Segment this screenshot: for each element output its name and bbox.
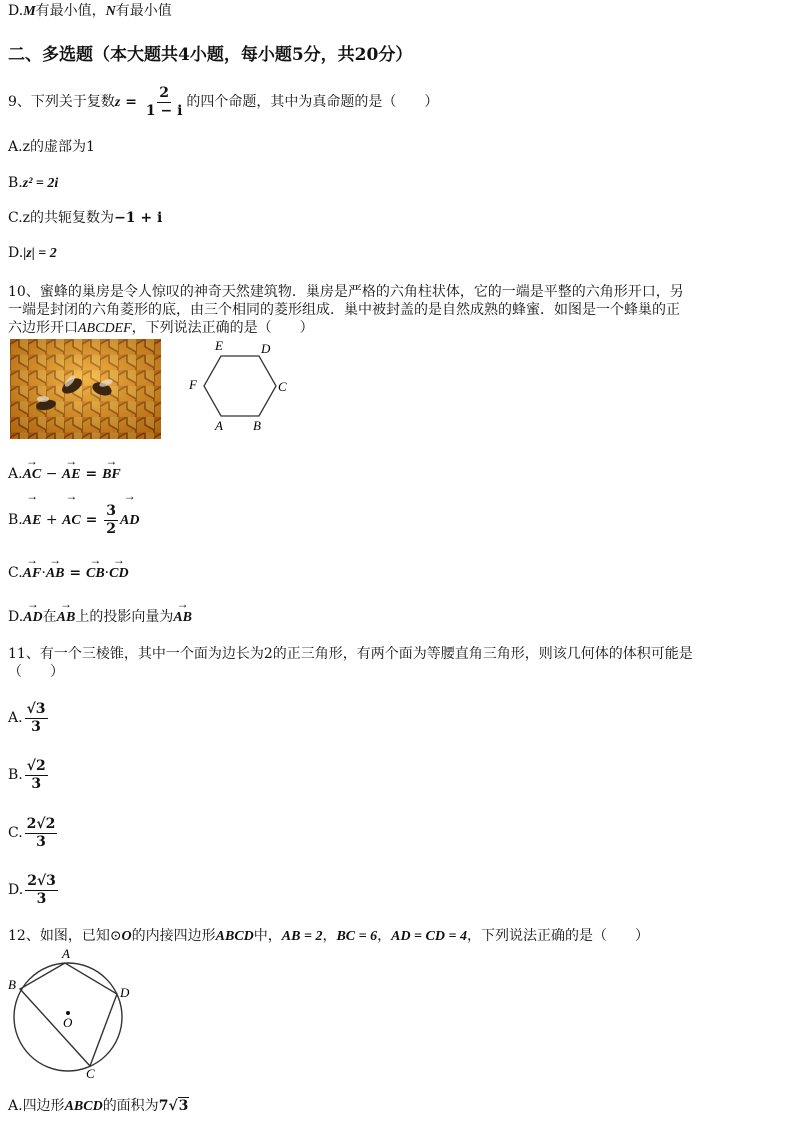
q11-stem-line1: 11、有一个三棱锥，其中一个面为边长为2的正三角形，有两个面为等腰直角三角形，则该几何体的体积可能是 <box>8 646 693 662</box>
q10-text: 六边形开口 <box>8 320 78 336</box>
honeycomb-bee-photo <box>10 339 161 439</box>
vector: → CD <box>109 565 128 583</box>
circle-quadrilateral-figure <box>4 944 144 1080</box>
numerator: 2√2 <box>26 815 56 832</box>
option-label: A. <box>8 1098 23 1114</box>
vector: → AB <box>173 609 192 627</box>
option-label: B. <box>8 512 23 528</box>
denominator: 3 <box>36 833 46 850</box>
fraction <box>25 701 48 736</box>
q12-text: ，下列说法正确的是（ ） <box>466 928 649 944</box>
radicand: 2 <box>45 815 56 832</box>
radicand: 3 <box>46 872 56 889</box>
point-label-d: D <box>120 985 130 1000</box>
denominator: 3 <box>31 775 42 792</box>
option-label: C. <box>8 825 23 841</box>
denominator: 3 <box>31 718 41 735</box>
vertex-label-d: D <box>261 341 271 356</box>
q10-stem-line2: 一端是封闭的六角菱形的底，由三个相同的菱形组成．巢中被封盖的是自然成熟的蜂蜜．如图是一个蜂巢的正 <box>8 302 680 318</box>
q9-prefix: 9、下列关于复数 <box>8 94 115 110</box>
point-label-a: A <box>62 946 70 961</box>
math-m: M <box>23 4 36 19</box>
q12-text: 12、如图，已知⊙ <box>8 928 122 944</box>
vertex-label-e: E <box>215 338 223 353</box>
option-label: A. <box>8 466 23 482</box>
math-condition: BC = 6 <box>336 929 378 944</box>
vertex-label-a: A <box>215 418 223 433</box>
option-label: D. <box>8 882 24 898</box>
fraction <box>104 503 118 538</box>
option-text: 的面积为 <box>102 1098 159 1114</box>
point-label-o: O <box>63 1015 73 1030</box>
math-quad: ABCD <box>64 1099 103 1114</box>
q10-math: ABCDEF <box>78 321 132 336</box>
math-value: 7 <box>158 1098 169 1114</box>
vector: → AE <box>62 466 81 484</box>
radicand: 3 <box>35 700 46 717</box>
q12-text: 中， <box>253 928 282 944</box>
vector: → AD <box>120 501 139 541</box>
fraction <box>144 85 185 120</box>
option-math: −1 + i <box>114 210 163 226</box>
q12-option-a: A.四边形ABCD的面积为7√3 <box>8 1098 189 1114</box>
q10-option-a <box>8 465 121 484</box>
option-text: z的虚部为1 <box>22 139 95 155</box>
vertex-label-b: B <box>253 418 261 433</box>
option-label: A. <box>8 710 23 726</box>
q10-option-d <box>8 608 192 627</box>
math-quad: ABCD <box>215 929 254 944</box>
fraction <box>25 873 58 908</box>
operator: + <box>41 512 63 528</box>
operator: · <box>41 565 46 581</box>
coefficient: 2 <box>27 872 37 889</box>
radicand: 2 <box>35 757 46 774</box>
option-label: D. <box>8 3 24 19</box>
q10-stem-line1: 10、蜜蜂的巢房是令人惊叹的神奇天然建筑物．巢房是严格的六角柱状体，它的一端是平整的六角形开口，另 <box>8 284 684 300</box>
vector: → AF <box>23 565 42 583</box>
fraction <box>25 758 48 793</box>
denominator: 3 <box>36 890 47 907</box>
q12-text: ， <box>377 928 392 944</box>
vector: → AC <box>62 501 81 541</box>
math-n: N <box>105 4 116 19</box>
vector: → BF <box>102 466 121 484</box>
q9-option-d <box>8 244 57 263</box>
point-label-b: B <box>8 977 16 992</box>
math-condition: AB = 2 <box>281 929 323 944</box>
option-label: B. <box>8 767 23 783</box>
vector: → AD <box>23 609 42 627</box>
q11-option-b <box>8 755 50 795</box>
numerator: 3 <box>106 502 116 519</box>
operator: = <box>64 565 86 581</box>
q9-suffix: 的四个命题，其中为真命题的是（ ） <box>186 94 439 110</box>
vertex-label-c: C <box>278 379 287 394</box>
option-label: D. <box>8 245 24 261</box>
fraction <box>25 816 58 851</box>
q9-option-a <box>8 138 95 156</box>
prev-option-d <box>8 2 172 21</box>
q12-text: 的内接四边形 <box>131 928 216 944</box>
q11-stem-line2: （ ） <box>8 664 64 680</box>
option-text: 上的投影向量为 <box>75 609 174 625</box>
operator: − <box>41 466 62 482</box>
numerator: √2 <box>26 757 46 774</box>
vertex-label-f: F <box>189 377 197 392</box>
numerator: √3 <box>26 700 46 717</box>
vector: → AE <box>23 501 42 541</box>
denominator: 1 − i <box>145 102 183 119</box>
q12-text: ， <box>322 928 337 944</box>
math-o: O <box>121 929 132 944</box>
vector: → AB <box>46 565 65 583</box>
option-text: 在 <box>42 609 57 625</box>
option-label: C. <box>8 210 23 226</box>
q11-option-c <box>8 813 59 853</box>
option-label: A. <box>8 139 23 155</box>
numerator: 2√3 <box>27 872 56 889</box>
numerator: 2 <box>159 84 169 101</box>
math-eq: = <box>120 94 142 110</box>
option-math: |z| = 2 <box>23 246 57 261</box>
q10-stem-line3 <box>8 319 314 338</box>
option-label: D. <box>8 609 24 625</box>
operator: = <box>80 512 103 528</box>
denominator: 2 <box>106 520 116 537</box>
radicand: 3 <box>178 1098 189 1114</box>
vector: → AB <box>57 609 76 627</box>
math-z: z <box>114 95 121 110</box>
q10-text: ，下列说法正确的是（ ） <box>131 320 314 336</box>
q11-option-d <box>8 870 60 910</box>
option-label: B. <box>8 175 23 191</box>
operator: = <box>80 466 103 482</box>
q9-option-c <box>8 209 162 227</box>
option-math: z² = 2i <box>22 176 59 191</box>
hexagon-figure <box>185 338 295 436</box>
option-text: 四边形 <box>22 1098 65 1114</box>
point-label-c: C <box>86 1066 95 1080</box>
q11-option-a <box>8 698 50 738</box>
q10-option-c <box>8 564 129 583</box>
option-text: 有最小值， <box>35 3 106 19</box>
operator: · <box>104 565 110 581</box>
section-title: 二、多选题（本大题共4小题，每小题5分，共20分） <box>8 45 413 65</box>
option-text: z的共轭复数为 <box>22 210 115 226</box>
q10-option-b <box>8 500 139 541</box>
vector: → AC <box>23 466 42 484</box>
q9-option-b <box>8 174 58 193</box>
option-text: 有最小值 <box>115 3 172 19</box>
option-label: C. <box>8 565 23 581</box>
vector: → CB <box>86 565 105 583</box>
coefficient: 2 <box>26 815 37 832</box>
math-condition: AD = CD = 4 <box>391 929 467 944</box>
hexagon-shape <box>204 356 276 416</box>
q9-stem <box>8 82 438 123</box>
